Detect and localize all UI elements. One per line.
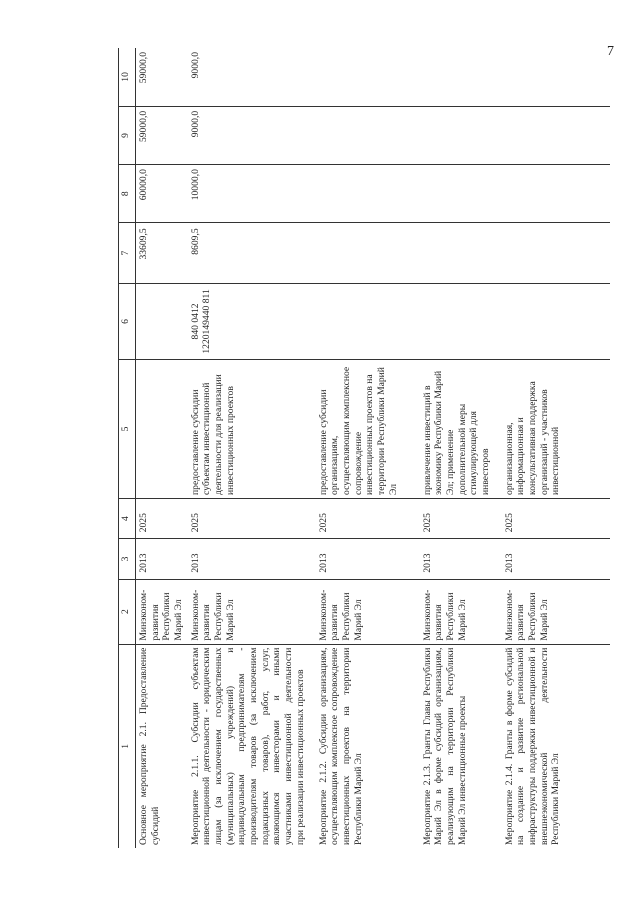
col-header-9: 9: [119, 106, 136, 164]
executor: Минэконом-развития Республики Марий Эл: [188, 579, 316, 644]
end-year: 2025: [136, 498, 188, 538]
amount-col8: [316, 165, 420, 223]
expected-result: предоставление субсидии организациям, осуществляющим комплексное сопровождение инвестиционных проектов на территории Республики Марий Эл: [316, 360, 420, 499]
amount-col7: 8609,5: [188, 223, 316, 284]
amount-col8: [502, 165, 610, 223]
table-row: [188, 48, 316, 848]
amount-col8: 60000,0: [136, 165, 188, 223]
executor: Минэконом-развития Республики Марий Эл: [420, 579, 502, 644]
amount-col7: [502, 223, 610, 284]
rotated-table-sheet: [118, 48, 614, 848]
end-year: 2025: [502, 498, 610, 538]
amount-col10: [502, 48, 610, 106]
start-year: 2013: [420, 539, 502, 579]
amount-col7: [316, 223, 420, 284]
budget-code: [136, 283, 188, 359]
amount-col9: [420, 106, 502, 164]
budget-code: [420, 283, 502, 359]
col-header-3: 3: [119, 539, 136, 579]
activity-name: Основное мероприятие 2.1. Предоставление субсидий: [138, 647, 161, 845]
expected-result: организационная, информационная и консультативная поддержка организаций - участников инвестиционной: [502, 360, 610, 499]
amount-col9: 59000,0: [136, 106, 188, 164]
col-header-5: 5: [119, 360, 136, 499]
amount-col8: [420, 165, 502, 223]
amount-col9: 9000,0: [188, 106, 316, 164]
end-year: 2025: [188, 498, 316, 538]
activity-name: Мероприятие 2.1.1. Субсидии субъектам инвестиционной деятельности - юридическим лицам (за исключением государственных (муниципальных) учреждений) и индивидуальным предпринимателям - производителям товаров (за исключением подакцизных товаров), работ, услуг, являющимся инвесторами и иными участниками инвестиционной деятельности при реализации инвестиционных проектов: [189, 647, 306, 845]
col-header-7: 7: [119, 223, 136, 284]
executor: Минэконом-развития Республики Марий Эл: [316, 579, 420, 644]
col-header-2: 2: [119, 579, 136, 644]
col-header-6: 6: [119, 283, 136, 359]
page-number: 7: [607, 44, 614, 59]
start-year: 2013: [188, 539, 316, 579]
col-header-1: 1: [119, 644, 136, 848]
activity-name: Мероприятие 2.1.2. Субсидии организациям, осуществляющим комплексное сопровождение инвестиционных проектов на территории Республики Марий Эл: [317, 647, 364, 845]
table-row: [136, 48, 188, 848]
expected-result: [136, 360, 188, 499]
table-row: [316, 48, 420, 848]
expected-result: предоставление субсидии субъектам инвестиционной деятельности для реализации инвестиционных проектов: [188, 360, 316, 499]
table-row: [420, 48, 502, 848]
amount-col10: [316, 48, 420, 106]
col-header-10: 10: [119, 48, 136, 106]
amount-col9: [316, 106, 420, 164]
activity-name: Мероприятие 2.1.4. Гранты в форме субсидий на создание и развитие региональной инфраструктуры поддержки инвестиционной и внешнеэкономической деятельности Республики Марий Эл: [503, 647, 562, 845]
start-year: 2013: [136, 539, 188, 579]
expected-result: привлечение инвестиций в экономику Республики Марий Эл; применение дополнительной меры стимулирующей для инвесторов: [420, 360, 502, 499]
start-year: 2013: [502, 539, 610, 579]
program-activities-table: [118, 48, 610, 848]
activity-name: Мероприятие 2.1.3. Гранты Главы Республики Марий Эл в форме субсидий организациям, реализующим на территории Республики Марий Эл инвестиционные проекты: [421, 647, 468, 845]
start-year: 2013: [316, 539, 420, 579]
budget-code: [502, 283, 610, 359]
amount-col10: [420, 48, 502, 106]
col-header-4: 4: [119, 498, 136, 538]
amount-col7: [420, 223, 502, 284]
executor: Минэконом-развития Республики Марий Эл: [502, 579, 610, 644]
col-header-8: 8: [119, 165, 136, 223]
end-year: 2025: [420, 498, 502, 538]
executor: Минэконом-развития Республики Марий Эл: [136, 579, 188, 644]
amount-col10: 9000,0: [188, 48, 316, 106]
table-row: [502, 48, 610, 848]
end-year: 2025: [316, 498, 420, 538]
budget-code: 840 0412 1220149440 811: [188, 283, 316, 359]
amount-col7: 33609,5: [136, 223, 188, 284]
amount-col8: 10000,0: [188, 165, 316, 223]
amount-col9: [502, 106, 610, 164]
budget-code: [316, 283, 420, 359]
column-number-header: [119, 48, 136, 848]
amount-col10: 59000,0: [136, 48, 188, 106]
